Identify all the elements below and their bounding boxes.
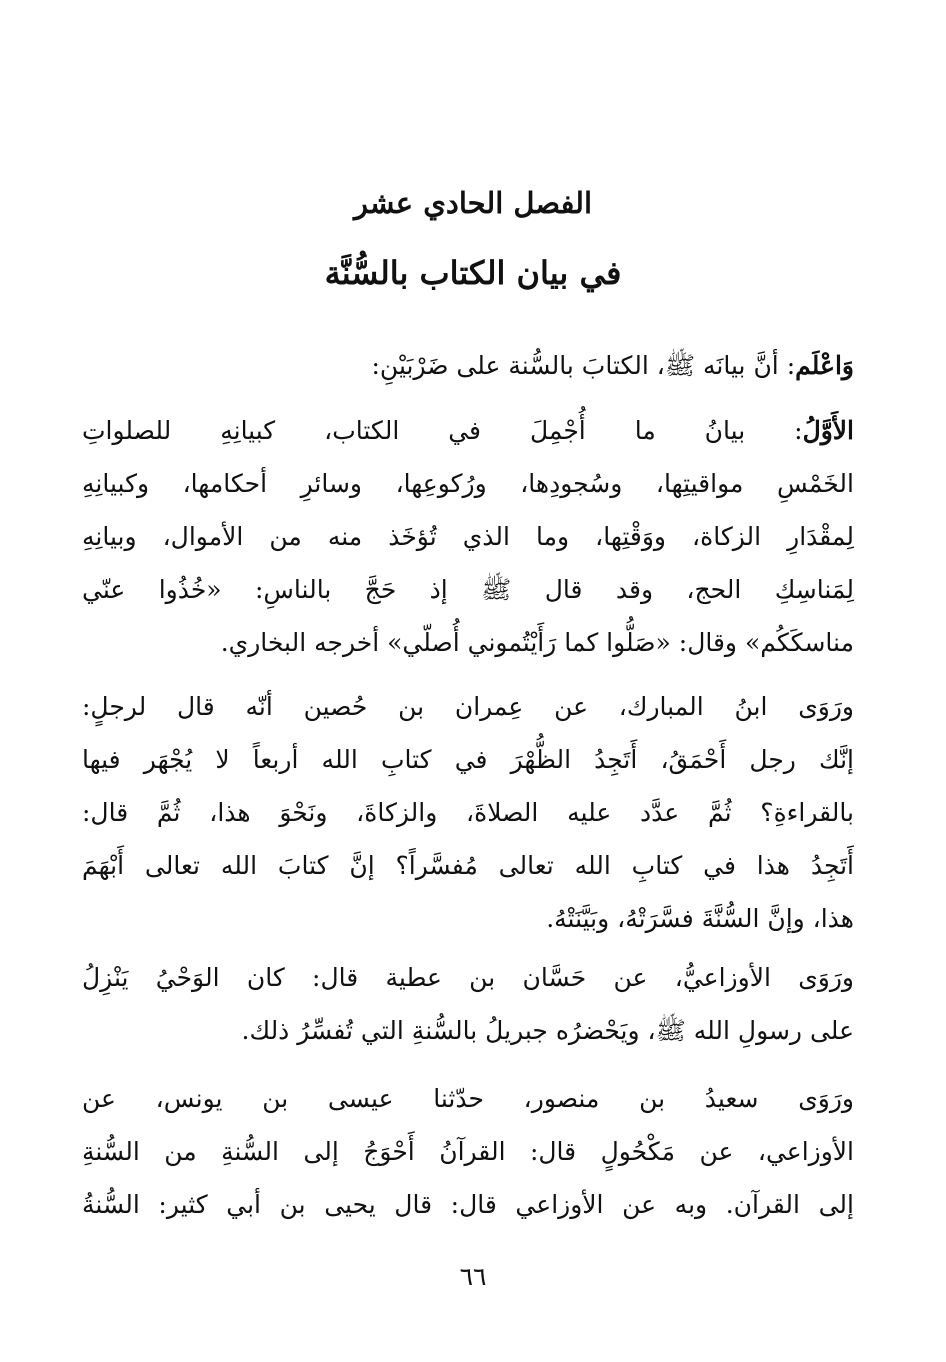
- paragraph-fourth-line: ورَوَى سعيدُ بن منصور، حدّثنا عيسى بن يونس، عن: [82, 1084, 854, 1113]
- first-lead-word: الأَوَّلُ: [802, 416, 854, 445]
- paragraph-third-line: ورَوَى الأوزاعيُّ، عن حَسَّان بن عطية قال: كان الوَحْيُ يَنْزِلُ: [82, 963, 854, 992]
- paragraph-second-line: هذا، وإنَّ السُّنَّةَ فسَّرَتْهُ، وبَيَّنَتْهُ.: [546, 904, 854, 933]
- chapter-subtitle: في بيان الكتاب بالسُّنَّة: [324, 254, 622, 292]
- paragraph-second-line: بالقراءةِ؟ ثُمَّ عدَّد عليه الصلاةَ، والزكاةَ، ونَحْوَ هذا، ثُمَّ قال:: [82, 798, 854, 827]
- paragraph-fourth-line: الأوزاعي، عن مَكْحُولٍ قال: القرآنُ أَحْوَجُ إلى السُّنةِ من السُّنةِ: [82, 1137, 854, 1166]
- paragraph-first-line: مناسكَكُم» وقال: «صَلُّوا كما رَأَيْتُموني أُصلّي» أخرجه البخاري.: [220, 628, 854, 657]
- paragraph-second-line: ورَوَى ابنُ المبارك، عن عِمران بن حُصين أنّه قال لرجلٍ:: [82, 692, 854, 721]
- paragraph-third-line: على رسولِ الله ﷺ، ويَحْضرُه جبريلُ بالسُّنةِ التي تُفسِّرُ ذلك.: [241, 1016, 854, 1045]
- paragraph-first-line: الأَوَّلُ: بيانُ ما أُجْمِلَ في الكتاب، كبيانِهِ للصلواتِ: [82, 416, 854, 445]
- paragraph-first-line: الخَمْسِ مواقيتِها، وسُجودِها، ورُكوعِها، وسائرِ أحكامها، وكبيانِهِ: [82, 469, 854, 498]
- paragraph-intro-line: وَاعْلَم: أنَّ بيانَه ﷺ، الكتابَ بالسُّنة على ضَرْبَيْنِ:: [371, 351, 854, 380]
- paragraph-second-line: أَتَجِدُ هذا في كتابِ الله تعالى مُفسَّراً؟ إنَّ كتابَ الله تعالى أَبْهَمَ: [82, 851, 854, 880]
- intro-line-text: أنَّ بيانَه ﷺ، الكتابَ بالسُّنة على ضَرْبَيْنِ:: [371, 351, 779, 380]
- page-number: ٦٦: [459, 1262, 487, 1291]
- paragraph-fourth-line: إلى القرآن. وبه عن الأوزاعي قال: قال يحيى بن أبي كثير: السُّنةُ: [82, 1190, 854, 1219]
- first-line-text: بيانُ ما أُجْمِلَ في الكتاب، كبيانِهِ للصلواتِ: [82, 416, 746, 445]
- intro-lead-word: وَاعْلَم: [795, 351, 854, 380]
- paragraph-second-line: إنَّك رجل أَحْمَقُ، أَتَجِدُ الظُّهْرَ في كتابِ الله أربعاً لا يُجْهَر فيها: [82, 745, 854, 774]
- chapter-title: الفصل الحادي عشر: [353, 186, 593, 220]
- paragraph-first-line: لِمقْدَارِ الزكاة، ووَقْتِها، وما الذي تُؤخَذ منه من الأموال، وبيانِهِ: [82, 522, 854, 551]
- paragraph-first-line: لِمَناسِكِ الحج، وقد قال ﷺ إذ حَجَّ بالناسِ: «خُذُوا عنّي: [82, 575, 854, 604]
